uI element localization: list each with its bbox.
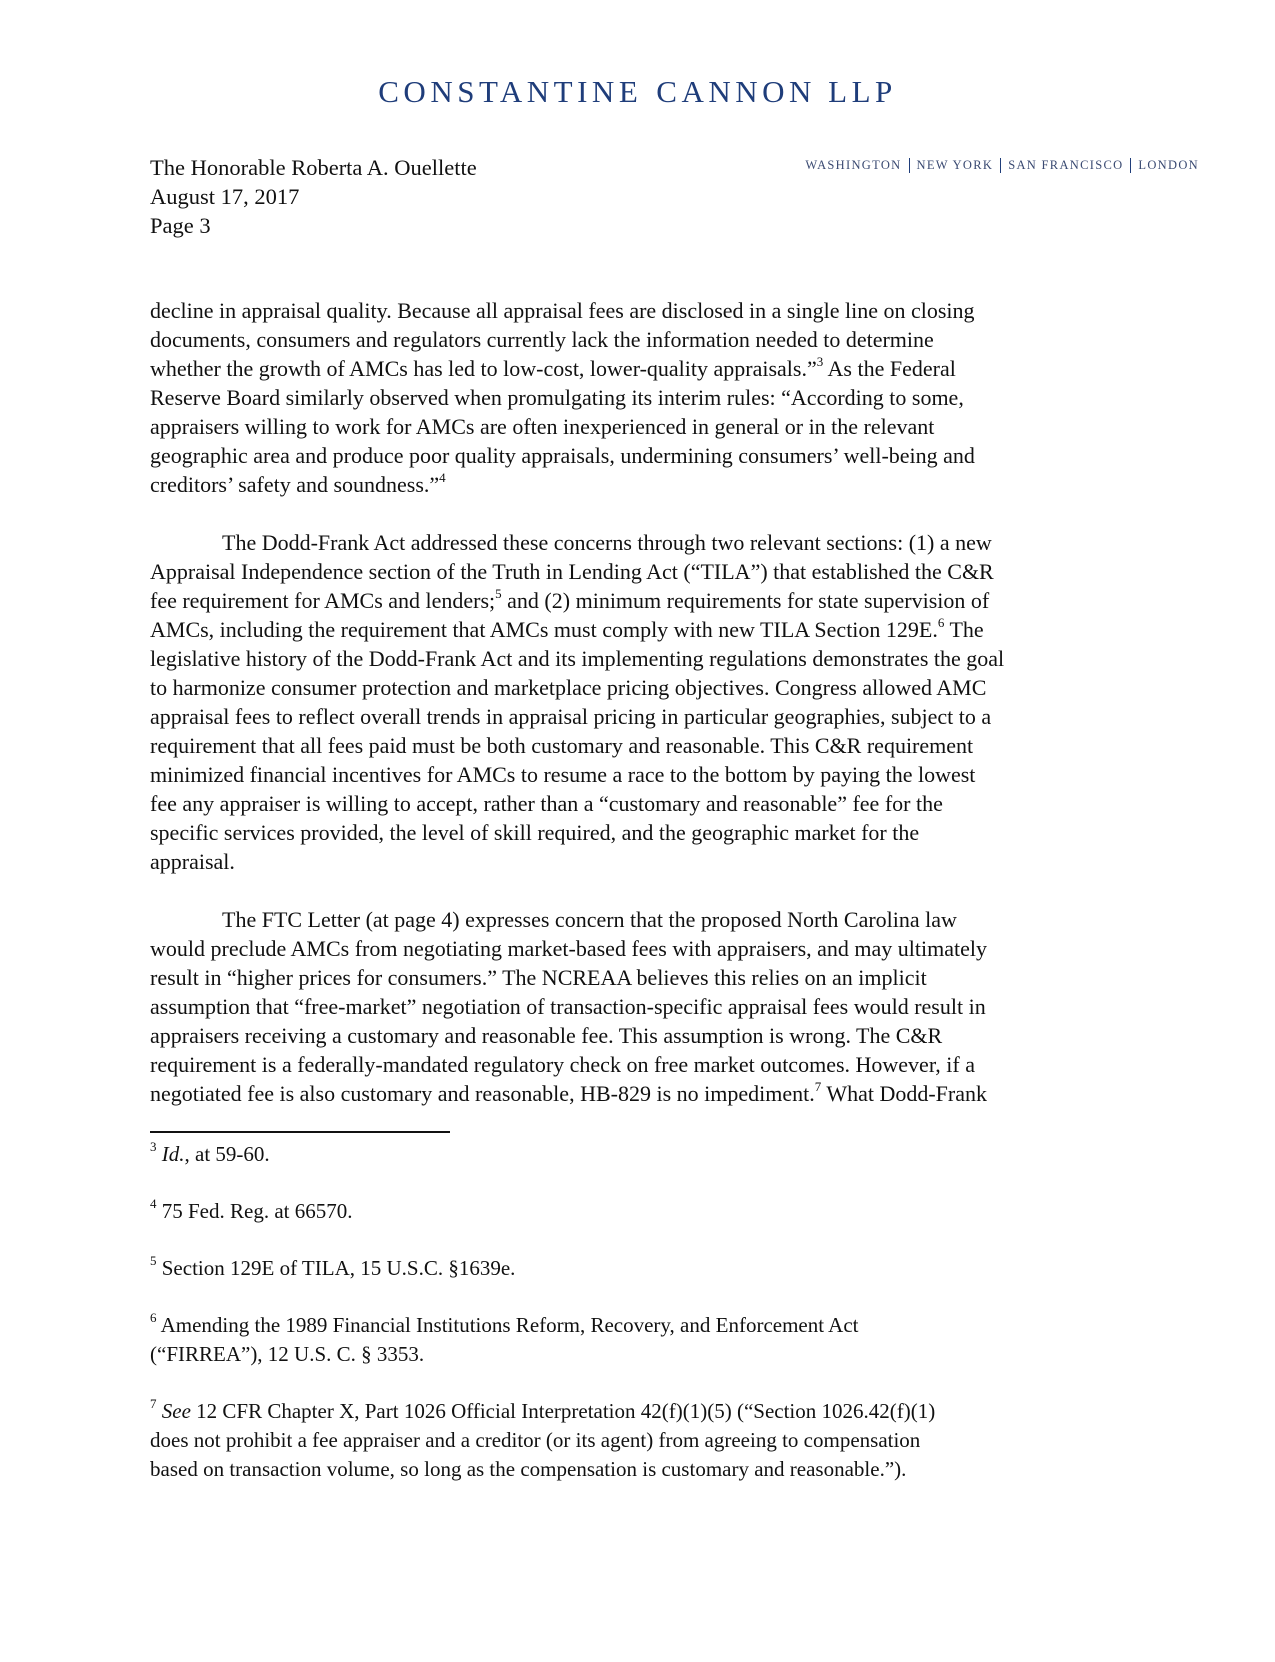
text-line: specific services provided, the level of skill required, and the geographic market for the [150,820,920,845]
text-line: requirement that all fees paid must be both customary and reasonable. This C&R requirement [150,733,974,758]
footnote-3: $^3$ Id., at 59-60. [150,1139,270,1166]
office-divider [1130,158,1131,173]
page-number: Page 3 [150,213,211,238]
firm-name-word2: CANNON LLP [656,74,897,109]
text-line: to harmonize consumer protection and marketplace pricing objectives. Congress allowed AMC [150,675,987,700]
paragraph-1 [150,296,1130,499]
paragraph-3 [150,905,1130,1108]
office-locations [805,158,1199,173]
text-line: The FTC Letter (at page 4) expresses concern that the proposed North Carolina law [222,907,957,932]
office-divider [1000,158,1001,173]
text-line: Appraisal Independence section of the Truth in Lending Act (“TILA”) that established the C&R [150,559,994,584]
text-line: creditors’ safety and soundness.”$^4$ [150,469,446,497]
text-line: appraisers willing to work for AMCs are often inexperienced in general or in the relevant [150,414,935,439]
office-london: LONDON [1138,158,1199,172]
text-line: Reserve Board similarly observed when promulgating its interim rules: “According to some, [150,385,964,410]
text-line: assumption that “free-market” negotiation of transaction-specific appraisal fees would result in [150,994,986,1019]
footnote-ref-6[interactable]: 6 [937,614,945,630]
office-washington: WASHINGTON [805,158,902,172]
firm-name-word1: CONSTANTINE [378,74,643,109]
letter-body [150,296,1130,1137]
footnote-6: $^6$ Amending the 1989 Financial Institutions Reform, Recovery, and Enforcement Act (“FIRREA”), 12 U.S. C. § 3353. [150,1310,859,1366]
text-line: geographic area and produce poor quality appraisals, undermining consumers’ well-being and [150,443,975,468]
text-line: result in “higher prices for consumers.” The NCREAA believes this relies on an implicit [150,965,927,990]
text-line: requirement is a federally-mandated regulatory check on free market outcomes. However, if a [150,1052,975,1077]
footnote-ref-7[interactable]: 7 [814,1078,822,1094]
text-line: The Dodd-Frank Act addressed these concerns through two relevant sections: (1) a new [222,530,992,555]
text-line: AMCs, including the requirement that AMCs must comply with new TILA Section 129E.$^6$ The [150,614,984,642]
text-line: minimized financial incentives for AMCs to resume a race to the bottom by paying the lowest [150,762,976,787]
footnote-4: $^4$ 75 Fed. Reg. at 66570. [150,1196,353,1223]
text-line: documents, consumers and regulators currently lack the information needed to determine [150,327,934,352]
office-divider [909,158,910,173]
firm-logo [0,74,1275,110]
letter-date: August 17, 2017 [150,184,300,209]
text-line: appraisers receiving a customary and reasonable fee. This assumption is wrong. The C&R [150,1023,943,1048]
footnote-7: $^7$ See 12 CFR Chapter X, Part 1026 Official Interpretation 42(f)(1)(5) (“Section 1026.42(f)(1) does not prohibit a fee appraiser and a creditor (or its agent) from agreeing to compensation based on transaction volume, so long as the compensation is customary and reasonable.”). [150,1396,936,1481]
text-line: appraisal. [150,849,235,874]
text-line: fee requirement for AMCs and lenders;$^5$ and (2) minimum requirements for state supervision of [150,585,990,613]
letter-header [150,153,477,240]
text-line: fee any appraiser is willing to accept, rather than a “customary and reasonable” fee for the [150,791,943,816]
footnote-ref-5[interactable]: 5 [495,585,502,601]
paragraph-2 [150,528,1130,876]
footnote-5: $^5$ Section 129E of TILA, 15 U.S.C. §1639e. [150,1253,516,1280]
text-line: appraisal fees to reflect overall trends in appraisal pricing in particular geographies, subject to a [150,704,992,729]
text-line: whether the growth of AMCs has led to low-cost, lower-quality appraisals.”$^3$ As the Federal [150,353,956,381]
office-new-york: NEW YORK [916,158,994,172]
addressee: The Honorable Roberta A. Ouellette [150,155,477,180]
footnotes [150,1140,1130,1512]
text-line: legislative history of the Dodd-Frank Act and its implementing regulations demonstrates the goal [150,646,1005,671]
footnote-separator [150,1131,450,1133]
footnote-ref-3[interactable]: 3 [816,353,824,369]
text-line: negotiated fee is also customary and reasonable, HB-829 is no impediment.$^7$ What Dodd-Frank [150,1078,988,1106]
office-san-francisco: SAN FRANCISCO [1008,158,1124,172]
text-line: would preclude AMCs from negotiating market-based fees with appraisers, and may ultimately [150,936,987,961]
footnote-ref-4[interactable]: 4 [439,469,446,485]
text-line: decline in appraisal quality. Because all appraisal fees are disclosed in a single line on closing [150,298,975,323]
